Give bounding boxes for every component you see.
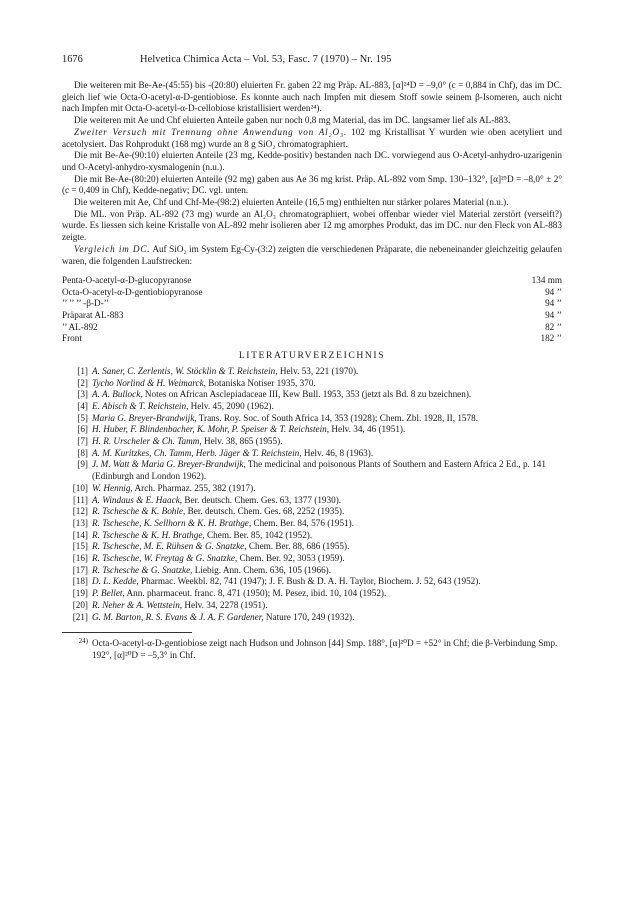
table-row bbox=[62, 275, 562, 287]
reference-authors: R. Tschesche, W. Freytag & G. Snatzke, bbox=[92, 553, 238, 564]
run-distance: 94 ’’ bbox=[545, 310, 562, 321]
reference-number: [9] bbox=[77, 459, 88, 470]
reference-citation: Chem. Ber. 85, 1042 (1952). bbox=[204, 529, 313, 540]
reference-number: [10] bbox=[72, 482, 88, 493]
reference-number: [7] bbox=[77, 436, 88, 447]
paragraph: Die weiteren mit Be-Ae-(45:55) bis -(20:80) eluierten Fr. gaben 22 mg Präp. AL-883, [α]²⁴D = –9,0° (c = 0,884 in Chf), das im DC. gleich lief wie Octa-O-acetyl-α-D-gentiobiose. Es konnte auch nach Impfen mit diesem Stoff sowie seinem β-Isomeren, auch nicht nach Impfen mit Octa-O-acetyl-α-D-cellobiose kristallisiert werden²⁴). bbox=[62, 80, 562, 114]
reference-citation: Chem. Ber. 92, 3053 (1959). bbox=[237, 553, 345, 564]
reference-item bbox=[62, 506, 562, 518]
paragraph-vergleich bbox=[62, 244, 562, 267]
reference-item bbox=[62, 389, 562, 401]
paragraph-zweiter-versuch bbox=[62, 127, 562, 150]
paragraph: Die ML. von Präp. AL-892 (73 mg) wurde an Al₂O₃ chromatographiert, wobei offenbar wieder viel Material zerstört (verseift?) wurde. Es liessen sich keine Kristalle von AL-892 mehr isolieren aber 12 mg amorphes Produkt, das im DC. nur den Fleck von AL-883 zeigte. bbox=[62, 208, 562, 243]
reference-citation: Helv. 45, 2090 (1962). bbox=[188, 400, 274, 411]
footnote-mark: 24) bbox=[78, 637, 88, 646]
reference-number: [18] bbox=[72, 576, 88, 587]
reference-citation: Ber. deutsch. Chem. Ges. 68, 2252 (1935). bbox=[185, 506, 345, 517]
reference-item bbox=[62, 495, 562, 507]
running-title: Helvetica Chimica Acta – Vol. 53, Fasc. 7 (1970) – Nr. 195 bbox=[140, 54, 392, 65]
compound-name: ’’ AL-892 bbox=[62, 321, 98, 332]
reference-citation: Ann. pharmaceut. franc. 8, 471 (1950); M. Pesez, ibid. 10, 104 (1952). bbox=[124, 588, 387, 599]
reference-authors: Maria G. Breyer-Brandwijk, bbox=[92, 412, 197, 423]
reference-number: [5] bbox=[77, 412, 88, 423]
compound-name: Präparat AL-883 bbox=[62, 310, 124, 321]
reference-authors: R. Tschesche & K. Bohle, bbox=[92, 506, 186, 517]
section-heading: Vergleich im DC. bbox=[74, 243, 151, 254]
reference-item bbox=[62, 530, 562, 542]
reference-citation: Notes on African Asclepiadaceae III, Kew Bull. 1953, 353 (jetzt als Bd. 8 zu bzeichnen). bbox=[142, 389, 472, 400]
run-distance: 82 ’’ bbox=[545, 321, 562, 332]
reference-authors: A. A. Bullock, bbox=[92, 389, 143, 400]
document-page bbox=[62, 53, 562, 662]
reference-item bbox=[62, 378, 562, 390]
reference-number: [14] bbox=[72, 529, 88, 540]
reference-number: [1] bbox=[77, 365, 88, 376]
reference-authors: D. L. Kedde, bbox=[92, 576, 139, 587]
reference-citation: Chem. Ber. 88, 686 (1955). bbox=[246, 541, 350, 552]
compound-name: ’’ ’’ ’’ -β-D-’’ bbox=[62, 298, 110, 309]
reference-authors: H. Huber, F. Blindenbacher, K. Mohr, P. Speiser & T. Reichstein, bbox=[92, 424, 330, 435]
run-distance: 182 ’’ bbox=[540, 333, 562, 344]
footnote bbox=[62, 638, 562, 661]
paragraph: Die weiteren mit Ae und Chf eluierten Anteile gaben nur noch 0,8 mg Material, das im DC. langsamer lief als AL-883. bbox=[74, 115, 511, 126]
reference-authors: Tycho Norlind & H. Weimarck, bbox=[92, 377, 206, 388]
reference-number: [16] bbox=[72, 553, 88, 564]
run-distance-table bbox=[62, 275, 562, 345]
reference-item bbox=[62, 565, 562, 577]
reference-item bbox=[62, 436, 562, 448]
reference-authors: P. Bellet, bbox=[92, 588, 125, 599]
reference-item bbox=[62, 401, 562, 413]
reference-citation: Arch. Pharmaz. 255, 382 (1917). bbox=[132, 482, 256, 493]
reference-authors: W. Hennig, bbox=[92, 482, 133, 493]
reference-authors: R. Tschesche & G. Snatzke, bbox=[92, 564, 193, 575]
body-text bbox=[62, 80, 562, 267]
reference-number: [3] bbox=[77, 389, 88, 400]
literature-heading: LITERATURVERZEICHNIS bbox=[238, 349, 386, 361]
reference-number: [21] bbox=[72, 611, 88, 622]
reference-authors: R. Neher & A. Wettstein, bbox=[92, 599, 183, 610]
reference-item bbox=[62, 553, 562, 565]
table-row bbox=[62, 287, 562, 299]
reference-authors: J. M. Watt & Maria G. Breyer-Brandwijk, bbox=[92, 459, 246, 470]
reference-citation: Helv. 34, 2278 (1951). bbox=[182, 599, 268, 610]
reference-citation: Trans. Roy. Soc. of South Africa 14, 353 (1928); Chem. Zbl. 1928, II, 1578. bbox=[196, 412, 479, 423]
reference-number: [15] bbox=[72, 541, 88, 552]
reference-citation: Botaniska Notiser 1935, 370. bbox=[205, 377, 316, 388]
compound-name: Front bbox=[62, 333, 82, 344]
reference-item bbox=[62, 413, 562, 425]
table-row bbox=[62, 322, 562, 334]
paragraph: Die weiteren mit Ae, Chf und Chf-Me-(98:2) eluierten Anteile (16,5 mg) enthielten nur stärker polares Material (n.u.). bbox=[74, 197, 509, 208]
reference-citation: Helv. 53, 221 (1970). bbox=[277, 365, 359, 376]
section-text: 102 mg Kristallisat Y wurden wie oben acetyliert und acetolysiert. Das Rohprodukt (168 mg) wurde an 8 g SiO₂ chromatographiert. bbox=[62, 126, 562, 149]
compound-name: Octa-O-acetyl-α-D-gentiobiopyranose bbox=[62, 286, 203, 297]
reference-number: [4] bbox=[77, 400, 88, 411]
reference-authors: R. Tschesche, M. E. Rühsen & G. Snatzke, bbox=[92, 541, 247, 552]
reference-number: [12] bbox=[72, 506, 88, 517]
section-heading: Zweiter Versuch mit Trennung ohne Anwendung von Al₂O₃. bbox=[74, 126, 348, 137]
paragraph: Die mit Be-Ae-(80:20) eluierten Anteile (92 mg) gaben aus Ae 36 mg krist. Präp. AL-892 vom Smp. 130–132°, [α]²⁵D = –8,0° ± 2° (c = 0,409 in Chf), Kedde-negativ; DC. vgl. unten. bbox=[62, 173, 562, 196]
reference-item bbox=[62, 459, 562, 482]
table-row bbox=[62, 298, 562, 310]
reference-number: [13] bbox=[72, 517, 88, 528]
reference-number: [19] bbox=[72, 588, 88, 599]
reference-citation: Chem. Ber. 84, 576 (1951). bbox=[251, 517, 354, 528]
reference-list bbox=[62, 366, 562, 623]
reference-citation: Ber. deutsch. Chem. Ges. 63, 1377 (1930). bbox=[182, 494, 342, 505]
reference-citation: Nature 170, 249 (1932). bbox=[263, 611, 355, 622]
section-text: Auf SiO₂ im System Eg-Cy-(3:2) zeigten die verschiedenen Präparate, die nebeneinander gleichzeitig gelaufen waren, die folgenden Laufstrecken: bbox=[62, 243, 562, 266]
footnote-rule bbox=[62, 632, 192, 633]
reference-item bbox=[62, 588, 562, 600]
reference-citation: Helv. 46, 8 (1963). bbox=[301, 447, 374, 458]
table-row bbox=[62, 333, 562, 345]
run-distance: 94 ’’ bbox=[545, 298, 562, 309]
run-distance: 134 mm bbox=[531, 275, 562, 286]
table-row bbox=[62, 310, 562, 322]
reference-item bbox=[62, 612, 562, 624]
reference-authors: R. Tschesche, K. Sellhorn & K. H. Brathge, bbox=[92, 517, 252, 528]
reference-item bbox=[62, 366, 562, 378]
reference-item bbox=[62, 518, 562, 530]
reference-number: [20] bbox=[72, 599, 88, 610]
reference-authors: A. M. Kuritzkes, Ch. Tamm, Herb. Jäger & T. Reichstein, bbox=[92, 447, 302, 458]
compound-name: Penta-O-acetyl-α-D-glucopyranose bbox=[62, 275, 192, 286]
footnote-text: Octa-O-acetyl-α-D-gentiobiose zeigt nach Hudson und Johnson [44] Smp. 188°, [α]²⁰D = +52° in Chf; die β-Verbindung Smp. 192°, [α]²⁰D = –5,3° in Chf. bbox=[92, 638, 558, 660]
reference-authors: G. M. Barton, R. S. Evans & J. A. F. Gardener, bbox=[92, 611, 264, 622]
reference-authors: E. Abisch & T. Reichstein, bbox=[92, 400, 189, 411]
reference-citation: Liebig. Ann. Chem. 636, 105 (1966). bbox=[192, 564, 332, 575]
reference-number: [2] bbox=[77, 377, 88, 388]
reference-item bbox=[62, 483, 562, 495]
paragraph: Die mit Be-Ae-(90:10) eluierten Anteile (23 mg, Kedde-positiv) bestanden nach DC. vorwiegend aus O-Acetyl-anhydro-uzarigenin und O-Acetyl-anhydro-xysmalogenin (n.u.). bbox=[62, 150, 562, 172]
reference-item bbox=[62, 448, 562, 460]
reference-authors: A. Windaus & E. Haack, bbox=[92, 494, 183, 505]
reference-authors: R. Tschesche & K. H. Brathge, bbox=[92, 529, 205, 540]
page-number: 1676 bbox=[62, 54, 83, 65]
reference-citation: Helv. 34, 46 (1951). bbox=[329, 424, 406, 435]
reference-authors: H. R. Urscheler & Ch. Tamm, bbox=[92, 436, 202, 447]
reference-item bbox=[62, 576, 562, 588]
reference-item bbox=[62, 424, 562, 436]
run-distance: 94 ’’ bbox=[545, 286, 562, 297]
reference-number: [11] bbox=[73, 494, 88, 505]
reference-number: [8] bbox=[77, 447, 88, 458]
reference-number: [6] bbox=[77, 424, 88, 435]
reference-citation: The medicinal and poisonous Plants of Southern and Eastern Africa 2 Ed., p. 141 (Edinburgh and London 1962). bbox=[92, 459, 546, 482]
reference-citation: Helv. 38, 865 (1955). bbox=[201, 436, 283, 447]
reference-authors: A. Saner, C. Zerlentis, W. Stöcklin & T. Reichstein, bbox=[92, 365, 278, 376]
reference-item bbox=[62, 541, 562, 553]
reference-item bbox=[62, 600, 562, 612]
reference-citation: Pharmac. Weekbl. 82, 741 (1947); J. F. Bush & D. A. H. Taylor, Biochem. J. 52, 643 (1952). bbox=[138, 576, 481, 587]
reference-number: [17] bbox=[72, 564, 88, 575]
page-header bbox=[62, 53, 562, 66]
